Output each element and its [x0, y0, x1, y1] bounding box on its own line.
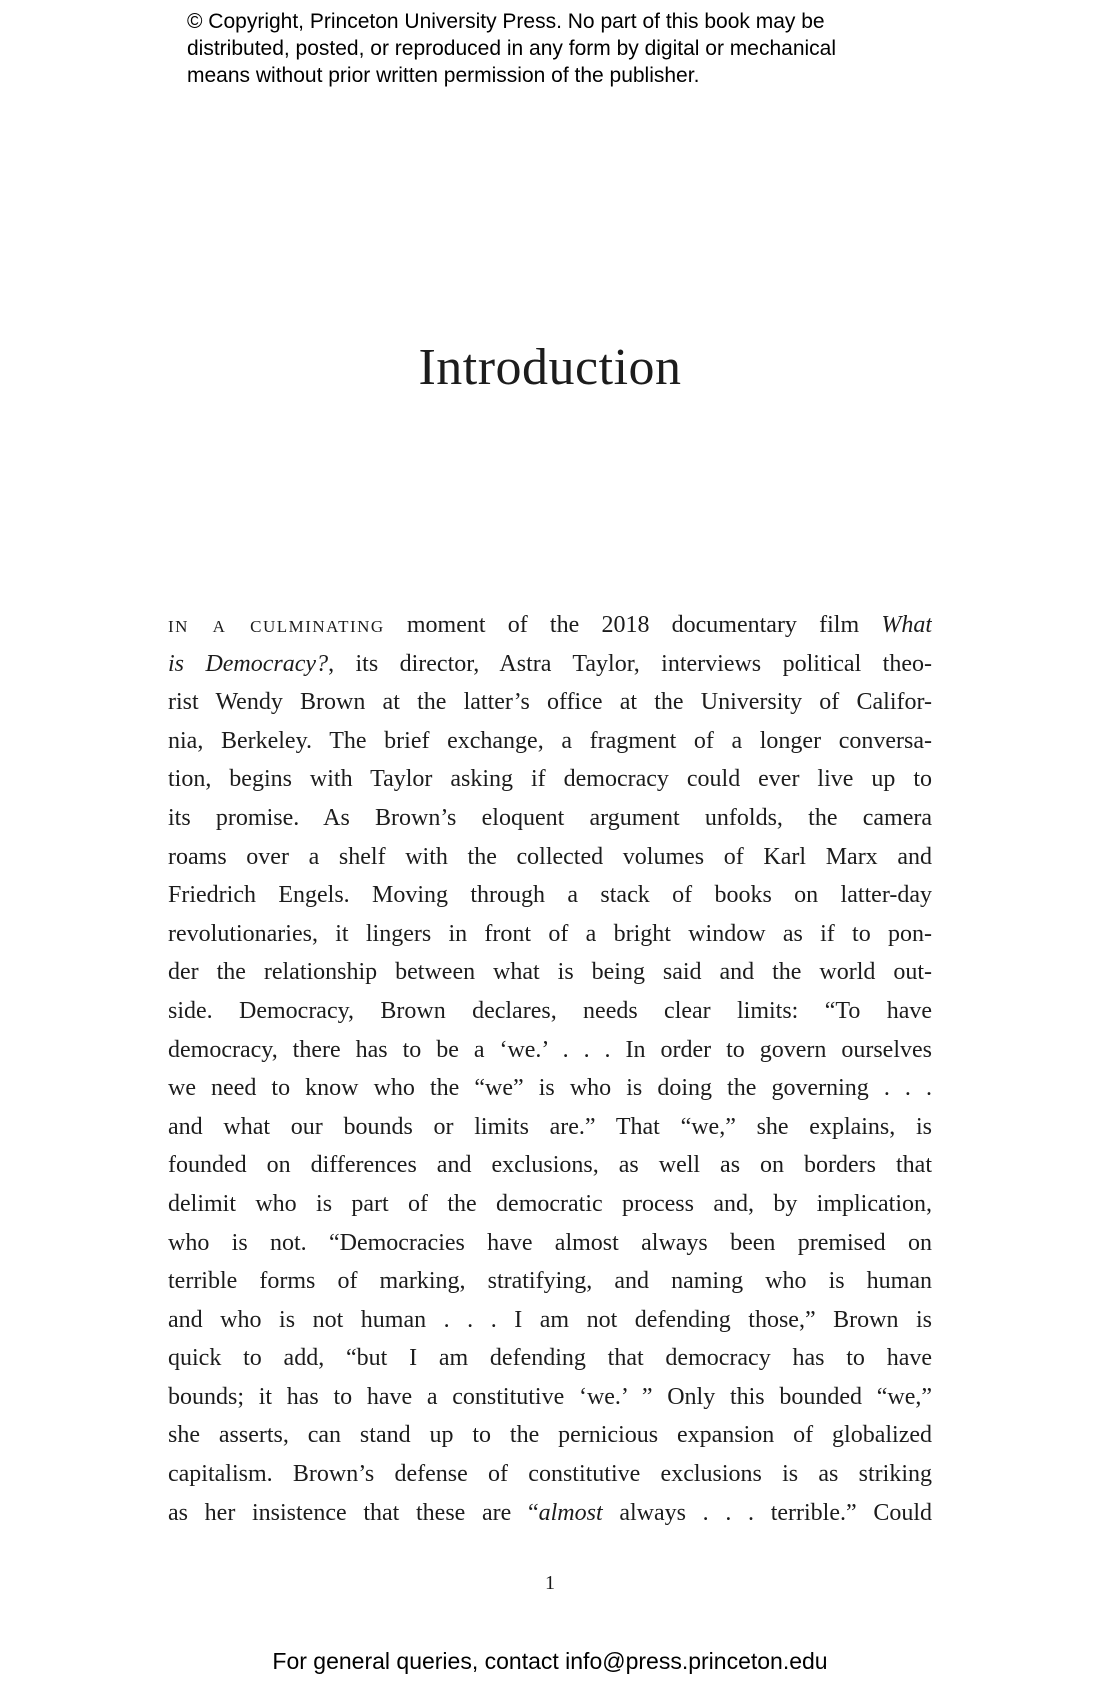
body-line: rist Wendy Brown at the latter’s office at the University of Califor-: [168, 689, 932, 716]
copyright-line: © Copyright, Princeton University Press. No part of this book may be: [187, 10, 825, 33]
body-text: [168, 606, 932, 1532]
body-line: der the relationship between what is being said and the world out-: [168, 959, 932, 986]
chapter-title: Introduction: [418, 339, 682, 396]
body-line: she asserts, can stand up to the pernicious expansion of globalized: [168, 1422, 932, 1449]
body-line: its promise. As Brown’s eloquent argument unfolds, the camera: [168, 804, 932, 831]
body-line: roams over a shelf with the collected volumes of Karl Marx and: [168, 843, 932, 870]
body-line: revolutionaries, it lingers in front of a bright window as if to pon-: [168, 920, 932, 947]
body-line: tion, begins with Taylor asking if democracy could ever live up to: [168, 766, 932, 793]
body-line: bounds; it has to have a constitutive ‘we.’ ” Only this bounded “we,”: [168, 1383, 932, 1410]
body-line: delimit who is part of the democratic process and, by implication,: [168, 1190, 932, 1217]
body-line: and who is not human . . . I am not defending those,” Brown is: [168, 1306, 932, 1333]
body-line: terrible forms of marking, stratifying, and naming who is human: [168, 1268, 932, 1295]
body-line: we need to know who the “we” is who is doing the governing . . .: [168, 1075, 932, 1102]
body-line: who is not. “Democracies have almost always been premised on: [168, 1229, 932, 1256]
body-line: as her insistence that these are “almost always . . . terrible.” Could: [168, 1499, 932, 1526]
body-line: capitalism. Brown’s defense of constitutive exclusions is as striking: [168, 1461, 932, 1488]
page-number: 1: [545, 1572, 555, 1594]
footer-contact-line: For general queries, contact info@press.princeton.edu: [272, 1648, 828, 1674]
body-line: founded on differences and exclusions, as well as on borders that: [168, 1152, 932, 1179]
body-line: quick to add, “but I am defending that democracy has to have: [168, 1345, 932, 1372]
body-line: in a culminating moment of the 2018 documentary film What: [168, 612, 932, 638]
copyright-line: means without prior written permission of the publisher.: [187, 64, 700, 87]
body-line: side. Democracy, Brown declares, needs clear limits: “To have: [168, 997, 932, 1024]
copyright-notice: [187, 8, 867, 89]
body-line: Friedrich Engels. Moving through a stack of books on latter-day: [168, 882, 932, 909]
body-line: is Democracy?, its director, Astra Taylor, interviews political theo-: [168, 650, 932, 677]
copyright-line: distributed, posted, or reproduced in any form by digital or mechanical: [187, 37, 837, 60]
body-line: democracy, there has to be a ‘we.’ . . . In order to govern ourselves: [168, 1036, 932, 1063]
body-line: and what our bounds or limits are.” That “we,” she explains, is: [168, 1113, 932, 1140]
body-line: nia, Berkeley. The brief exchange, a fragment of a longer conversa-: [168, 727, 932, 754]
